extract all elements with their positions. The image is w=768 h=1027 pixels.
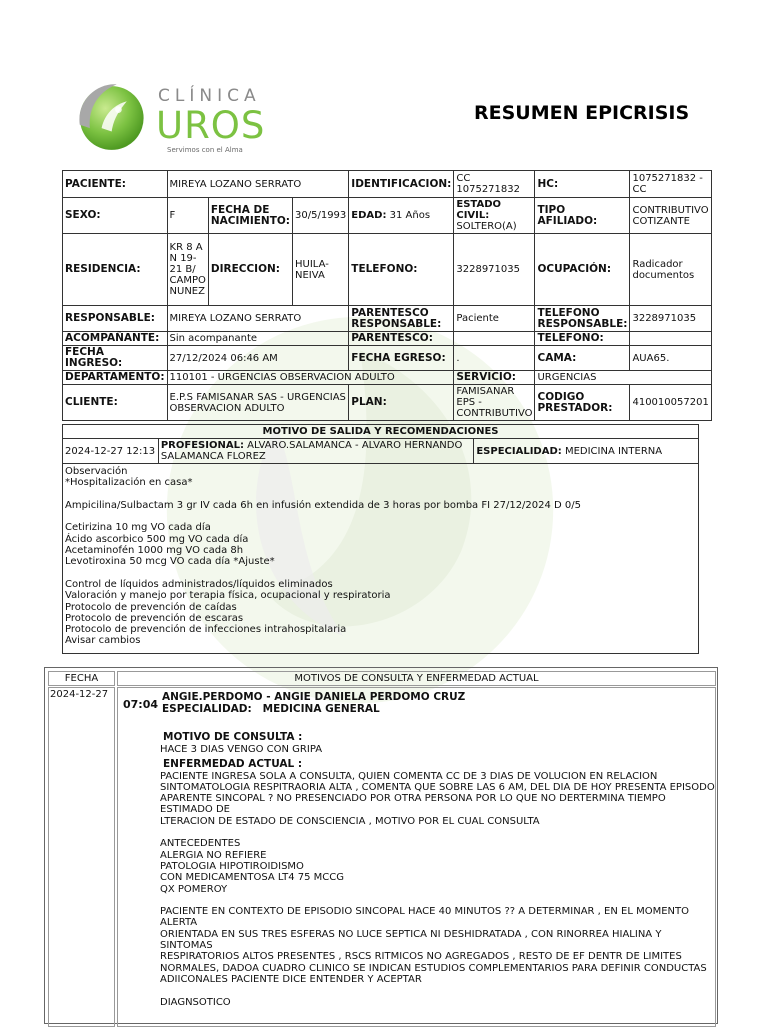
codigo-prestador-value: 410010057201 (630, 385, 711, 421)
estado-civil-label: ESTADO CIVIL: (456, 199, 501, 221)
parentesco-label: PARENTESCO: (349, 332, 454, 346)
identificacion-value: CC 1075271832 (454, 171, 535, 198)
fecha-ingreso-label: FECHA INGRESO: (63, 346, 168, 371)
motivo-salida-table (62, 424, 699, 654)
direccion-value: HUILA-NEIVA (293, 234, 349, 306)
ocupacion-value: Radicador documentos (630, 234, 711, 306)
consulta-date: 2024-12-27 (48, 687, 115, 1027)
telefono-acompanante-value (630, 332, 711, 346)
acompanante-value: Sin acompanante (167, 332, 349, 346)
edad-cell (349, 198, 454, 234)
cama-value: AUA65. (630, 346, 711, 371)
col-fecha-header: FECHA (48, 671, 115, 686)
col-motivos-header: MOTIVOS DE CONSULTA Y ENFERMEDAD ACTUAL (117, 671, 716, 686)
sexo-label: SEXO: (63, 198, 168, 234)
motivo-consulta-text: HACE 3 DIAS VENGO CON GRIPA (160, 743, 323, 755)
fecha-nacimiento-value: 30/5/1993 (293, 198, 349, 234)
sexo-value: F (167, 198, 208, 234)
consulta-doctor-block (162, 691, 465, 715)
patient-info-table (62, 170, 712, 421)
paciente-label: PACIENTE: (63, 171, 168, 198)
enfermedad-actual-text: PACIENTE INGRESA SOLA A CONSULTA, QUIEN COMENTA CC DE 3 DIAS DE VOLUCION EN RELACION SINTOMATOLOGIA RESPITRAORIA ALTA , COMENTA QUE SOBRE LAS 6 AM, DEL DIA DE HOY PRESENTA EPISODO APARENTE SINCOPAL ? NO PRESENCIADO POR OTRA PERSONA POR LO QUE NO DERTERMINA TIEMPO ESTIMADO DE LTERACION DE ESTADO DE CONSCIENCIA , MOTIVO POR EL CUAL CONSULTA ANTECEDENTES ALERGIA NO REFIERE PATOLOGIA HIPOTIROIDISMO CON MEDICAMENTOSA LT4 75 MCCG QX POMEROY PACIENTE EN CONTEXTO DE EPISODIO SINCOPAL HACE 40 MINUTOS ?? A DETERMINAR , EN EL MOMENTO ALERTA ORIENTADA EN SUS TRES ESFERAS NO LUCE SEPTICA NI DESHIDRATADA , CON RINORREA HIALINA Y SINTOMAS RESPIRATORIOS ALTOS PRESENTES , RSCS RITMICOS NO AGREGADOS , RESTO DE EF DENTR DE LIMITES NORMALES, DADOA CUADRO CLINICO SE INDICAN ESTUDIOS COMPLEMENTARIOS PARA DEFINIR CONDUCTAS ADIICONALES PACIENTE DICE ENTENDER Y ACEPTAR DIAGNSOTICO (160, 770, 715, 1008)
edad-value: 31 Años (389, 210, 431, 221)
motivo-heading: MOTIVO DE SALIDA Y RECOMENDACIONES (63, 425, 699, 439)
servicio-value: URGENCIAS (535, 371, 711, 385)
tipo-afiliado-value: CONTRIBUTIVO COTIZANTE (630, 198, 711, 234)
parentesco-value (454, 332, 535, 346)
especialidad-value: MEDICINA INTERNA (564, 445, 663, 457)
observacion-text: Observación *Hospitalización en casa* Ampicilina/Sulbactam 3 gr IV cada 6h en infusión extendida de 3 horas por bomba FI 27/12/2024 D 0/5 Cetirizina 10 mg VO cada día Ácido ascorbico 500 mg VO cada día Acetaminofén 1000 mg VO cada 8h Levotiroxina 50 mcg VO cada día *Ajuste* Control de líquidos administrados/líquidos eliminados Valoración y manejo por terapia física, ocupacional y respiratoria Protocolo de prevención de caídas Protocolo de prevención de escaras Protocolo de prevención de infecciones intrahospitalaria Avisar cambios (63, 464, 699, 654)
motivo-consulta-label: MOTIVO DE CONSULTA : (163, 731, 303, 744)
residencia-value: KR 8 A N 19-21 B/ CAMPO NUNEZ (167, 234, 208, 306)
tipo-afiliado-label: TIPO AFILIADO: (535, 198, 630, 234)
document-title: RESUMEN EPICRISIS (474, 102, 690, 124)
telefono-acompanante-label: TELEFONO: (535, 332, 630, 346)
responsable-value: MIREYA LOZANO SERRATO (167, 306, 349, 332)
fecha-nacimiento-label: FECHA DE NACIMIENTO: (208, 198, 292, 234)
identificacion-label: IDENTIFICACION: (349, 171, 454, 198)
profesional-value: ALVARO.SALAMANCA - ALVARO HERNANDO SALAMANCA FLOREZ (160, 440, 463, 462)
cliente-label: CLIENTE: (63, 385, 168, 421)
telefono-label: TELEFONO: (349, 234, 454, 306)
direccion-label: DIRECCION: (208, 234, 292, 306)
cama-label: CAMA: (535, 346, 630, 371)
profesional-label: PROFESIONAL: (160, 440, 244, 451)
parentesco-responsable-value: Paciente (454, 306, 535, 332)
especialidad-label: ESPECIALIDAD: (476, 445, 562, 457)
plan-value: FAMISANAR EPS - CONTRIBUTIVO (454, 385, 535, 421)
clinic-logo-icon (68, 76, 152, 160)
consulta-especialidad-label: ESPECIALIDAD: (162, 703, 252, 715)
departamento-value: 110101 - URGENCIAS OBSERVACION ADULTO (167, 371, 454, 385)
telefono-value: 3228971035 (454, 234, 535, 306)
hc-label: HC: (535, 171, 630, 198)
logo-name: UROS (156, 104, 266, 147)
telefono-responsable-label: TELEFONO RESPONSABLE: (535, 306, 630, 332)
fecha-ingreso-value: 27/12/2024 06:46 AM (167, 346, 349, 371)
hc-value: 1075271832 - CC (630, 171, 711, 198)
motivo-datetime: 2024-12-27 12:13 (63, 439, 159, 464)
consulta-especialidad-value: MEDICINA GENERAL (262, 703, 380, 715)
logo-tagline: Servimos con el Alma (167, 146, 243, 154)
telefono-responsable-value: 3228971035 (630, 306, 711, 332)
consulta-section (44, 667, 718, 1024)
consulta-especialidad (162, 703, 465, 715)
codigo-prestador-label: CODIGO PRESTADOR: (535, 385, 630, 421)
acompanante-label: ACOMPAÑANTE: (63, 332, 168, 346)
especialidad-cell (474, 439, 699, 464)
consulta-time: 07:04 (123, 698, 159, 711)
fecha-egreso-label: FECHA EGRESO: (349, 346, 454, 371)
enfermedad-actual-block (160, 748, 715, 1019)
consulta-body (117, 687, 716, 1027)
cliente-value: E.P.S FAMISANAR SAS - URGENCIAS OBSERVACION ADULTO (167, 385, 349, 421)
parentesco-responsable-label: PARENTESCO RESPONSABLE: (349, 306, 454, 332)
estado-civil-value: SOLTERO(A) (456, 221, 517, 232)
enfermedad-actual-label: ENFERMEDAD ACTUAL : (163, 758, 303, 771)
edad-label: EDAD: (351, 210, 387, 221)
profesional-cell (158, 439, 473, 464)
responsable-label: RESPONSABLE: (63, 306, 168, 332)
logo-clinica-text: CLÍNICA (158, 86, 261, 106)
estado-civil-cell (454, 198, 535, 234)
residencia-label: RESIDENCIA: (63, 234, 168, 306)
consulta-doctor: ANGIE.PERDOMO - ANGIE DANIELA PERDOMO CRUZ (162, 691, 466, 703)
plan-label: PLAN: (349, 385, 454, 421)
paciente-value: MIREYA LOZANO SERRATO (167, 171, 349, 198)
servicio-label: SERVICIO: (454, 371, 535, 385)
document-header (0, 0, 768, 165)
fecha-egreso-value: . (454, 346, 535, 371)
departamento-label: DEPARTAMENTO: (63, 371, 168, 385)
ocupacion-label: OCUPACIÓN: (535, 234, 630, 306)
